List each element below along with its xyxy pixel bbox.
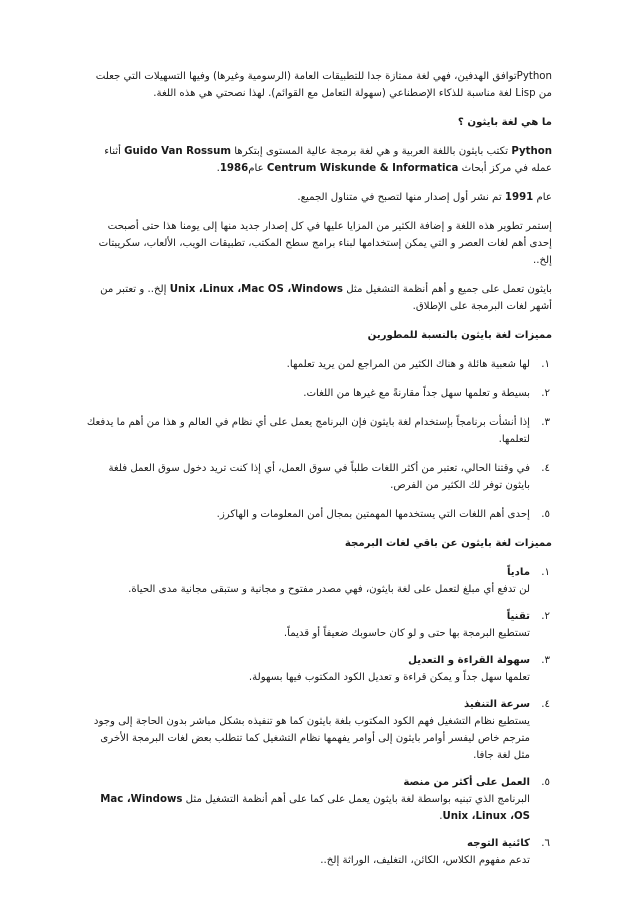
what-is-python-heading: ما هي لغة بايثون ؟ [457,117,552,128]
item-number: ٦. [541,838,550,849]
list-item [86,652,552,686]
platforms-text-2: إلخ.. و تعتبر من أشهر لغات البرمجة على الإطلاق. [100,284,552,312]
item-text: لها شعبية هائلة و هناك الكثير من المراجع لمن يريد تعلمها. [286,359,530,370]
platforms-paragraph [86,281,552,315]
feature-text-part: البرنامج الذي تبنيه بواسطة لغة بايثون يعمل على كما على أهم أنظمة التشغيل مثل [182,794,530,805]
feature-text: لن تدفع أي مبلغ لتعمل على لغة بايثون، فهي مصدر مفتوح و مجانية و ستبقى مجانية مدى الحياة. [128,584,530,595]
list-item [86,356,552,373]
item-number: ٣. [541,417,550,428]
item-number: ٤. [541,463,550,474]
feature-text: تعلمها سهل جداً و يمكن قراءة و تعديل الكود المكتوب فيها بسهولة. [248,672,530,683]
item-number: ٥. [541,777,550,788]
python-origin-paragraph [86,143,552,177]
list-item [86,835,552,869]
os-list-2: Unix ،Linux ،OS [442,811,530,822]
feature-text [86,791,530,825]
feature-text: تستطيع البرمجة بها حتى و لو كان حاسوبك ضعيفاً أو قديماً. [283,628,530,639]
list-item [86,414,552,448]
development-paragraph: إستمر تطوير هذه اللغة و إضافة الكثير من المزايا عليها في كل إصدار جديد منها إلى يومنا هذا حتى أصبحت إحدى أهم لغات العصر و التي يمكن إستخدامها لبناء برامج سطح المكتب، تطبيقات الويب، الألعاب، سكريبتات إلخ.. [98,221,552,266]
list-item [86,696,552,764]
origin-text-3: عام [248,163,267,174]
item-number: ١. [541,359,550,370]
origin-year: 1986 [219,163,249,174]
intro-paragraph: Pythonتوافق الهدفين، فهي لغة ممتازة جدا للتطبيقات العامة (الرسومية وغيرها) وفيها التسهيلات التي جعلت من Lisp لغة مناسبة للذكاء الإصطناعي (سهولة التعامل مع القوائم). لهذا نصحتي هي هذه اللغة. [95,71,552,99]
feature-text-end: . [439,811,443,822]
item-text: إذا أنشأت برنامجاً بإستخدام لغة بايثون فإن البرنامج يعمل على أي نظام في العالم و هذا من أهم ما يدفعك لتعلمها. [86,417,530,445]
feature-text: تدعم مفهوم الكلاس، الكائن، التغليف، الوراثة إلخ.. [320,855,530,866]
item-number: ٣. [541,655,550,666]
os-list-1: Mac ،Windows [100,794,183,805]
item-text: بسيطة و تعلمها سهل جداً مقارنةً مع غيرها من اللغات. [303,388,530,399]
python-term: Python [511,146,552,157]
feature-title: تقنياً [506,611,530,622]
list-item [86,385,552,402]
feature-title: سرعة التنفيذ [463,699,530,710]
research-center-name: Centrum Wiskunde & Informatica [266,163,459,174]
item-number: ٥. [541,509,550,520]
platforms-text-1: بايثون تعمل على جميع و أهم أنظمة التشغيل مثل [342,284,552,295]
feature-title: مادياً [506,567,530,578]
list-item [86,460,552,494]
item-number: ١. [541,567,550,578]
list-item [86,564,552,598]
developer-features-heading: مميزات لغة بايثون بالنسبة للمطورين [367,330,552,341]
release-text-1: عام [533,192,552,203]
feature-title: سهولة القراءة و التعديل [408,655,530,666]
developer-features-list [86,356,552,523]
feature-title: العمل على أكثر من منصة [403,777,530,788]
item-number: ٢. [541,388,550,399]
list-item [86,608,552,642]
release-year: 1991 [504,192,534,203]
origin-text-1: تكتب بايثون باللغة العربية و هي لغة برمجة عالية المستوى إبتكرها [230,146,512,157]
feature-title: كائنية التوجه [466,838,530,849]
item-text: إحدى أهم اللغات التي يستخدمها المهمتين بمجال أمن المعلومات و الهاكرز. [216,509,530,520]
list-item [86,774,552,825]
release-text-2: تم نشر أول إصدار منها لتصبح في متناول الجميع. [297,192,505,203]
item-number: ٢. [541,611,550,622]
list-item [86,506,552,523]
release-paragraph [86,189,552,206]
comparison-features-list [86,564,552,869]
comparison-features-heading: مميزات لغة بايثون عن باقي لغات البرمجة [344,538,552,549]
item-number: ٤. [541,699,550,710]
origin-text-2: أثناء عمله في مركز أبحاث [104,146,552,174]
feature-text: يستطيع نظام التشغيل فهم الكود المكتوب بلغة بايثون كما هو تنفيذه بشكل مباشر بدون الحاجة إلى وجود مترجم خاص ليفسر أوامر بايثون إلى أوامر يفهمها نظام التشغيل كما تتطلب بعض لغات البرمجة الأخرى مثل لغة جافا. [93,716,530,761]
creator-name: Guido Van Rossum [124,146,231,157]
origin-text-4: . [216,163,220,174]
item-text: في وقتنا الحالي، تعتبر من أكثر اللغات طلباً في سوق العمل، أي إذا كنت تريد دخول سوق العمل فلغة بايثون توفر لك الكثير من الفرص. [108,463,530,491]
platforms-list: Unix ،Linux ،Mac OS ،Windows [169,284,343,295]
